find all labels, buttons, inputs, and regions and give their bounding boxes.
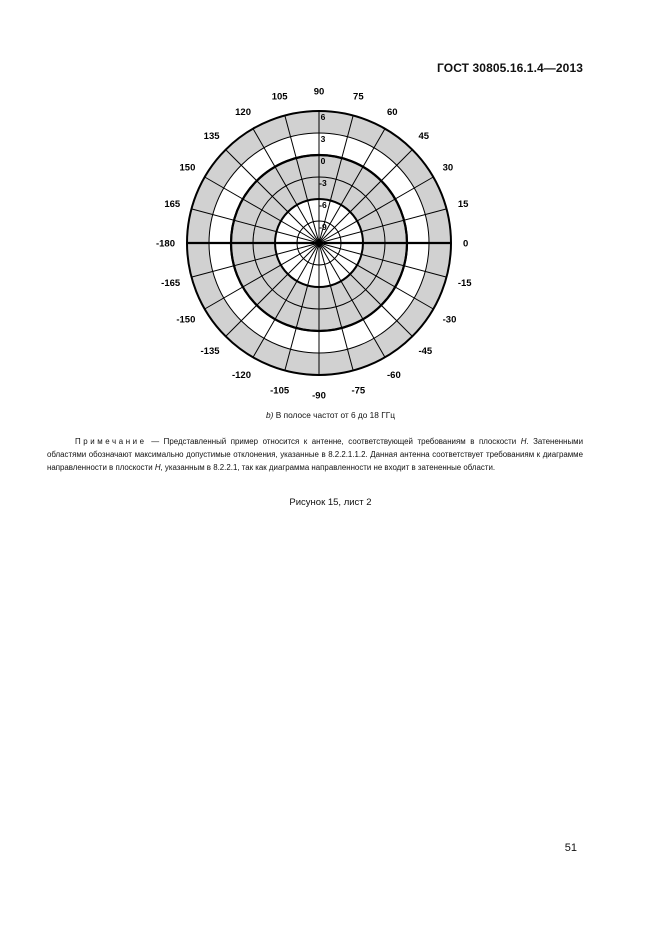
polar-diagram xyxy=(148,82,478,404)
level-label: 0 xyxy=(320,156,326,166)
note-paragraph xyxy=(47,436,583,474)
angle-label: 90 xyxy=(313,86,325,98)
angle-label: 45 xyxy=(418,131,430,143)
note-text-1: Представленный пример относится к антенне, соответствующей требованиям в плоскости xyxy=(163,437,521,446)
level-label: 6 xyxy=(320,112,326,122)
angle-label: 60 xyxy=(387,106,398,118)
note-plane-2: H xyxy=(154,462,161,472)
angle-label: -180 xyxy=(155,238,175,250)
document-header: ГОСТ 30805.16.1.4—2013 xyxy=(437,61,583,75)
caption-letter: b) xyxy=(266,410,274,420)
angle-label: 0 xyxy=(463,238,469,250)
figure-caption xyxy=(0,410,661,420)
angle-label: 120 xyxy=(235,106,251,118)
note-text-3: , указанным в 8.2.2.1, так как диаграмма направленности не входит в затененные области. xyxy=(160,462,496,472)
note-text-2: . Затененными областями обозначают максимально допустимые отклонения, указанные в 8.2.2.1.1.2. Данная антенна соответствует требованиям к диаграмме направленности в плоскости xyxy=(47,437,584,472)
angle-label: -90 xyxy=(312,390,326,402)
caption-text: В полосе частот от 6 до 18 ГГц xyxy=(275,410,395,420)
angle-label: 165 xyxy=(164,199,181,211)
polar-diagram-svg xyxy=(148,82,478,404)
figure-title: Рисунок 15, лист 2 xyxy=(289,497,372,508)
angle-label: -75 xyxy=(351,385,366,397)
level-label: -6 xyxy=(319,200,327,210)
angle-label: -30 xyxy=(442,314,457,326)
angle-label: 105 xyxy=(271,91,288,103)
note-dash: — xyxy=(146,437,164,446)
level-label: 3 xyxy=(320,134,326,144)
level-label: -9 xyxy=(319,222,327,232)
angle-label: -105 xyxy=(270,385,290,397)
note-plane-1: H xyxy=(520,437,527,446)
angle-label: -45 xyxy=(418,345,433,357)
angle-label: -60 xyxy=(387,370,401,382)
level-label: -3 xyxy=(319,178,327,188)
angle-label: -120 xyxy=(231,370,251,382)
angle-label: -150 xyxy=(176,314,196,326)
angle-label: -135 xyxy=(200,345,220,357)
angle-label: -15 xyxy=(457,277,472,289)
angle-label: 15 xyxy=(457,199,469,211)
note-label: Примечание xyxy=(75,437,147,446)
page-number: 51 xyxy=(564,842,577,854)
angle-label: 150 xyxy=(179,162,196,174)
angle-spokes xyxy=(187,111,451,375)
angle-label: 30 xyxy=(442,162,454,174)
angle-label: 75 xyxy=(353,91,364,103)
angle-label: 135 xyxy=(203,131,220,143)
angle-label: -165 xyxy=(161,277,181,289)
